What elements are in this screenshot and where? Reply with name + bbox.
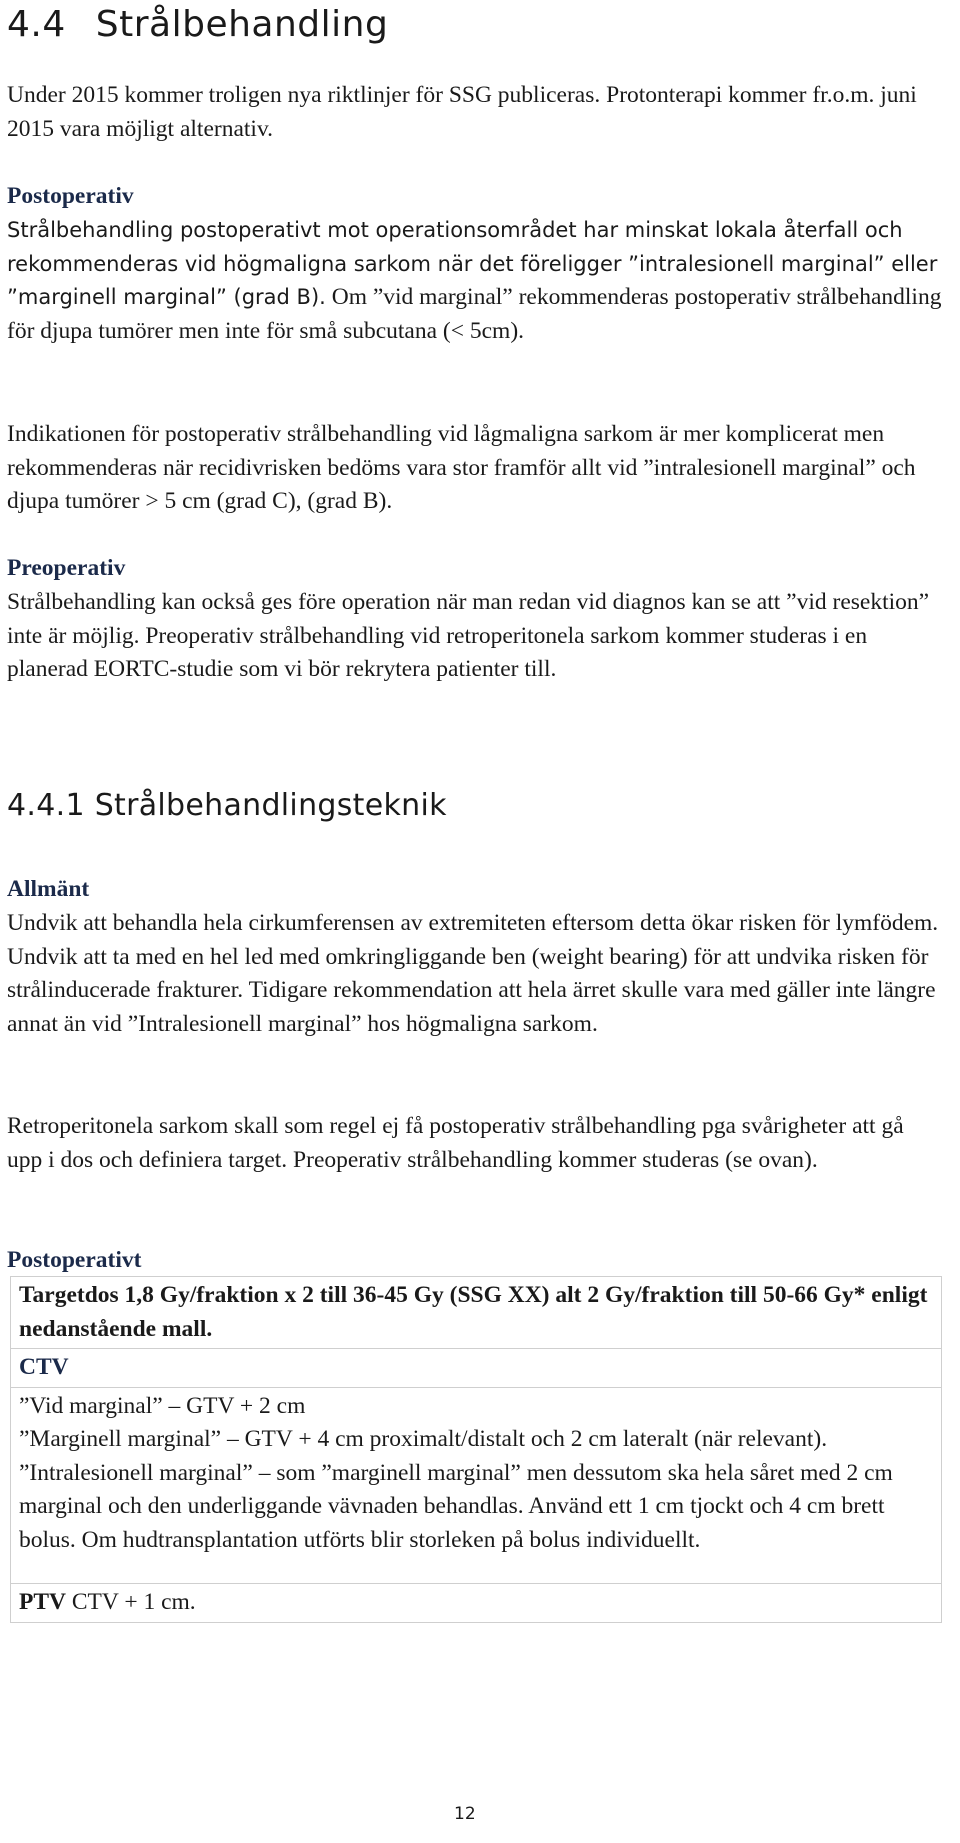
table-row <box>11 1584 942 1623</box>
ctv-cell: CTV <box>11 1349 942 1388</box>
target-dose-table <box>10 1276 942 1623</box>
section-number: 4.4 <box>7 4 66 45</box>
postop-paragraph-1-sans: Strålbehandling postoperativt mot operationsområdet har minskat lokala återfall och rekommenderas vid högmaligna sarkom när det föreligger ”intralesionell marginal” eller ”marginell marginal” (grad B). <box>7 218 938 309</box>
ptv-text: CTV + 1 cm. <box>66 1589 196 1615</box>
preop-paragraph: Strålbehandling kan också ges före operation när man redan vid diagnos kan se att ”vid resektion” inte är möjlig. Preoperativ strålbehandling vid retroperitonela sarkom kommer studeras i en planerad EORTC-studie som vi bör rekrytera patienter till. <box>7 589 930 682</box>
postop-heading: Postoperativ <box>7 183 134 209</box>
margin-rules-cell <box>11 1387 942 1584</box>
intro-paragraph: Under 2015 kommer troligen nya riktlinjer för SSG publiceras. Protonterapi kommer fr.o.m. juni 2015 vara möjligt alternativ. <box>7 82 917 142</box>
allmant-heading: Allmänt <box>7 876 90 902</box>
table-row <box>11 1277 942 1349</box>
postopt-heading: Postoperativt <box>7 1247 142 1273</box>
table-row <box>11 1387 942 1584</box>
ptv-cell <box>11 1584 942 1623</box>
section-title: Strålbehandling <box>95 4 389 45</box>
allmant-paragraph-2: Retroperitonela sarkom skall som regel ej få postoperativ strålbehandling pga svårigheter att gå upp i dos och definiera target. Preoperativ strålbehandling kommer studeras (se ovan). <box>7 1113 904 1173</box>
subsection-number: 4.4.1 <box>7 788 85 823</box>
intralesionell-marginal-line: ”Intralesionell marginal” – som ”marginell marginal” men dessutom ska hela såret med 2 cm marginal och den underliggande vävnaden behandlas. Använd ett 1 cm tjockt och 4 cm brett bolus. Om hudtransplantation utförts blir storleken på bolus individuellt. <box>19 1459 893 1553</box>
postop-paragraph-1 <box>7 214 942 348</box>
table-row <box>11 1349 942 1388</box>
subsection-title: Strålbehandlingsteknik <box>94 788 447 823</box>
postop-paragraph-2: Indikationen för postoperativ strålbehandling vid lågmaligna sarkom är mer komplicerat men rekommenderas när recidivrisken bedöms vara stor framför allt vid ”intralesionell marginal” och djupa tumörer > 5 cm (grad C), (grad B). <box>7 421 916 514</box>
ptv-label: PTV <box>19 1589 66 1615</box>
marginell-marginal-line: ”Marginell marginal” – GTV + 4 cm proximalt/distalt och 2 cm lateralt (när relevant). <box>19 1426 828 1452</box>
targetdos-cell: Targetdos 1,8 Gy/fraktion x 2 till 36-45 Gy (SSG XX) alt 2 Gy/fraktion till 50-66 Gy* enligt nedanstående mall. <box>11 1277 942 1349</box>
allmant-paragraph-1: Undvik att behandla hela cirkumferensen av extremiteten eftersom detta ökar risken för lymfödem. Undvik att ta med en hel led med omkringliggande ben (weight bearing) för att undvika risken för strålinducerade frakturer. Tidigare rekommendation att hela ärret skulle vara med gäller inte längre annat än vid ”Intralesionell marginal” hos högmaligna sarkom. <box>7 910 939 1037</box>
section-heading <box>7 4 388 45</box>
postop-paragraph-1-serif: Om ”vid marginal” rekommenderas postoperativ strålbehandling för djupa tumörer men inte för små subcutana (< 5cm). <box>7 284 942 344</box>
subsection-heading <box>7 788 447 823</box>
vid-marginal-line: ”Vid marginal” – GTV + 2 cm <box>19 1392 306 1419</box>
page-number: 12 <box>454 1804 476 1824</box>
blank-spacer <box>19 1557 933 1581</box>
preop-heading: Preoperativ <box>7 555 126 581</box>
